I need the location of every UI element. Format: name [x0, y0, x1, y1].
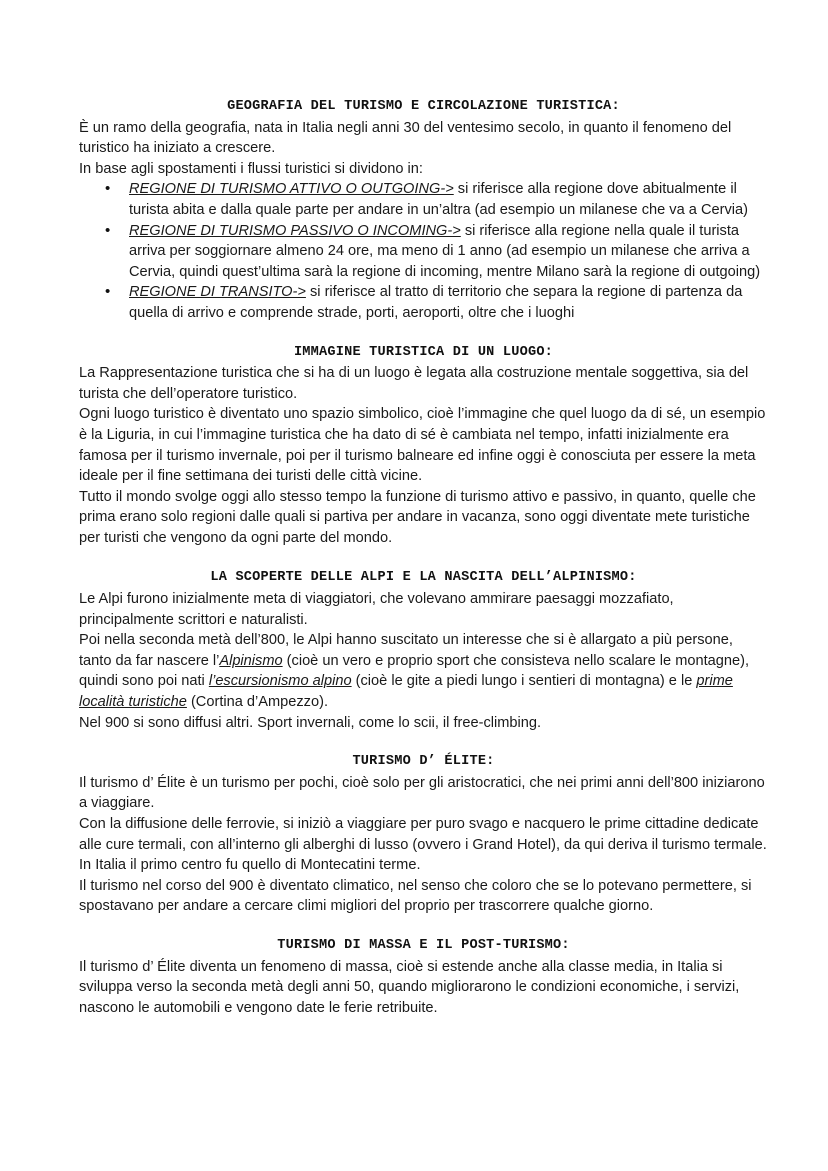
- paragraph: Il turismo nel corso del 900 è diventato climatico, nel senso che coloro che se lo potevano permettere, si spostavano per andare a cercare climi migliori del proprio per trascorrere qualche giorno.: [79, 877, 752, 915]
- bullet-text: si riferisce alla regione nella quale il turista arriva per soggiornare almeno 24 ore, ma meno di 1 anno (ad esempio un milanese che arriva a Cervia, quindi quest’ultima sarà la regione di incoming, mentre Milano sarà la regione di outgoing): [129, 222, 761, 280]
- section-title: LA SCOPERTE DELLE ALPI E LA NASCITA DELL’ALPINISMO:: [210, 570, 637, 586]
- text-run: (cioè le gite a piedi lungo i sentieri di montagna) e le: [351, 673, 697, 690]
- section-title: IMMAGINE TURISTICA DI UN LUOGO:: [293, 344, 554, 360]
- section-title: GEOGRAFIA DEL TURISMO E CIRCOLAZIONE TURISTICA:: [227, 99, 620, 114]
- section-immagine-turistica: [79, 343, 768, 549]
- bullet-list: [79, 179, 768, 323]
- paragraph: La Rappresentazione turistica che si ha di un luogo è legata alla costruzione mentale soggettiva, sia del turista che dell’operatore turistico.: [79, 365, 749, 402]
- term-alpinismo: Alpinismo: [219, 652, 283, 669]
- text-run: (Cortina d’Ampezzo).: [186, 694, 329, 711]
- paragraph: Tutto il mondo svolge oggi allo stesso tempo la funzione di turismo attivo e passivo, in quanto, quelle che prima erano solo regioni dalle quali si partiva per andare in vacanza, sono oggi diventate mete turistiche per turisti che vengono da ogni parte del mondo.: [79, 488, 756, 546]
- paragraph: In Italia il primo centro fu quello di Montecatini terme.: [79, 857, 421, 874]
- text-run: Poi nella seconda metà dell’800, le Alpi hanno suscitato un interesse che si è allargato a più persone, tanto da far nascere l’: [79, 632, 733, 669]
- term-prime-localita-turistiche: prime località turistiche: [79, 673, 733, 711]
- list-item: [129, 282, 768, 323]
- list-item: [129, 221, 768, 283]
- paragraph: [79, 630, 768, 712]
- section-turismo-elite: [79, 752, 768, 917]
- section-geografia-turismo: [79, 97, 768, 324]
- bullet-term: REGIONE DI TRANSITO->: [129, 284, 306, 301]
- paragraph: In base agli spostamenti i flussi turistici si dividono in:: [79, 160, 423, 177]
- paragraph: Nel 900 si sono diffusi altri. Sport invernali, come lo scii, il free-climbing.: [79, 714, 542, 731]
- bullet-text: si riferisce alla regione dove abitualmente il turista abita e dalla quale parte per andare in un’altra (ad esempio un milanese che va a Cervia): [129, 181, 748, 218]
- section-title: TURISMO D’ ÉLITE:: [352, 754, 495, 770]
- list-item: [129, 179, 768, 220]
- section-turismo-di-massa: [79, 936, 768, 1018]
- paragraph: Il turismo d’ Élite diventa un fenomeno di massa, cioè si estende anche alla classe media, in Italia si sviluppa verso la seconda metà degli anni 50, quando migliorarono le condizioni economiche, i servizi, nascono le automobili e vengono date le ferie retribuite.: [79, 958, 740, 1016]
- paragraph: Le Alpi furono inizialmente meta di viaggiatori, che volevano ammirare paesaggi mozzafiato, principalmente scrittori e naturalisti.: [79, 591, 674, 628]
- term-escursionismo-alpino: l’escursionismo alpino: [208, 673, 352, 690]
- text-run: (cioè un vero e proprio sport che consisteva nello scalare le montagne), quindi sono poi nati: [79, 652, 750, 690]
- section-alpi-alpinismo: [79, 568, 768, 733]
- section-title: TURISMO DI MASSA E IL POST-TURISMO:: [277, 937, 570, 953]
- bullet-text: si riferisce al tratto di territorio che separa la regione di partenza da quella di arrivo e comprende strade, porti, aeroporti, oltre che i luoghi: [129, 284, 743, 321]
- paragraph: È un ramo della geografia, nata in Italia negli anni 30 del ventesimo secolo, in quanto il fenomeno del turistico ha iniziato a crescere.: [79, 119, 732, 157]
- bullet-term: REGIONE DI TURISMO PASSIVO O INCOMING->: [129, 222, 461, 239]
- paragraph: Il turismo d’ Élite è un turismo per pochi, cioè solo per gli aristocratici, che nei primi anni dell’800 iniziarono a viaggiare.: [79, 774, 765, 812]
- paragraph: Ogni luogo turistico è diventato uno spazio simbolico, cioè l’immagine che quel luogo da di sé, un esempio è la Liguria, in cui l’immagine turistica che ha dato di sé è cambiata nel tempo, infatti inizialmente era famosa per il turismo invernale, poi per il turismo balneare ed infine oggi è conosciuta per essere la meta ideale per il fine settimana dei turisti delle città vicine.: [79, 406, 766, 485]
- paragraph: Con la diffusione delle ferrovie, si iniziò a viaggiare per puro svago e nacquero le prime cittadine dedicate alle cure termali, con all’interno gli alberghi di lusso (ovvero i Grand Hotel), da qui deriva il turismo termale.: [79, 816, 767, 853]
- bullet-term: REGIONE DI TURISMO ATTIVO O OUTGOING->: [129, 181, 454, 198]
